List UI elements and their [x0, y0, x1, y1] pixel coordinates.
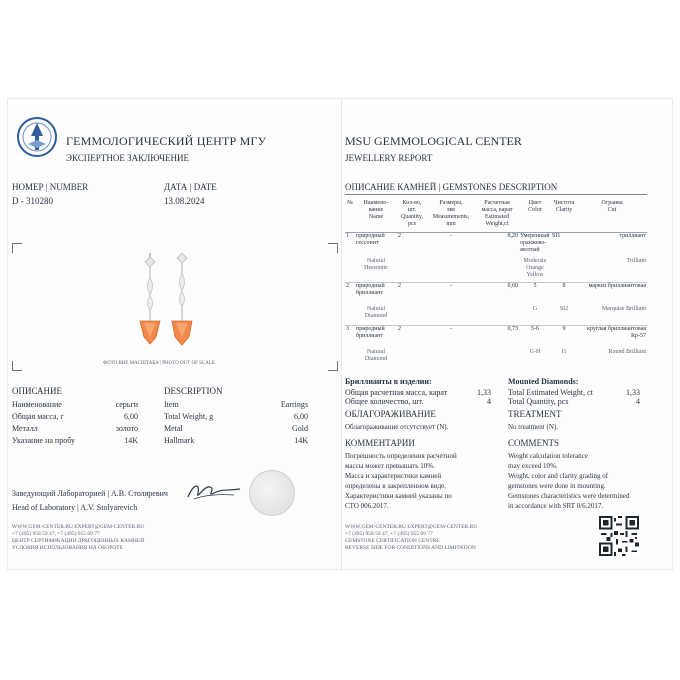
- treatment-text-ru: Облагораживание отсутствует (N).: [345, 423, 449, 431]
- description-en-row: Hallmark 14K: [164, 436, 308, 445]
- description-title-en: DESCRIPTION: [164, 386, 223, 396]
- description-en-row: Item Earrings: [164, 400, 308, 409]
- col-cut: Огранка Cut: [601, 200, 623, 213]
- description-ru-list: [12, 399, 138, 447]
- description-ru-row: Наименование серьги: [12, 400, 138, 409]
- org-name-en: MSU GEMMOLOGICAL CENTER: [345, 134, 522, 148]
- table-row-en: Natural Diamond G-H I1 Round Brilliant: [364, 349, 646, 362]
- diamonds-ru-row: Общее количество, шт. 4: [345, 397, 491, 406]
- treatment-title-ru: ОБЛАГОРАЖИВАНИЕ: [345, 409, 436, 419]
- fold-line: [341, 99, 342, 571]
- earrings-photo: [12, 241, 338, 361]
- col-qty: Кол-во, шт. Quantity, pcs: [400, 200, 424, 227]
- treatment-text-en: No treatment (N).: [508, 423, 558, 431]
- table-row: 3 природный бриллиант 2 - 0,73 5-6 9 круглая бриллиантовая Кр-57: [346, 325, 646, 339]
- certificate-sheet: [7, 98, 673, 570]
- description-ru-row: Указание на пробу 14K: [12, 436, 138, 445]
- comments-title-ru: КОММЕНТАРИИ: [345, 438, 415, 448]
- col-weight: Расчетная масса, карат Estimated Weight,ct: [481, 200, 513, 227]
- comments-title-en: COMMENTS: [508, 438, 560, 448]
- description-ru-row: Общая масса, г 6,00: [12, 412, 138, 421]
- gemstones-title: ОПИСАНИЕ КАМНЕЙ | GEMSTONES DESCRIPTION: [345, 182, 558, 192]
- number-label: НОМЕР | NUMBER: [12, 182, 89, 192]
- col-color: Цвет Color: [528, 200, 542, 213]
- comments-text-ru: Погрешность определения расчетной массы может превышать 10%. Масса и характеристики камней определены в закрепленном виде. Характеристики камней указаны по СТО 006.2017.: [345, 452, 457, 510]
- qr-code: [599, 516, 639, 556]
- diamonds-en-row: Total Estimated Weight, ct 1,33: [508, 388, 640, 397]
- col-name: Наимено- вание Name: [363, 200, 389, 220]
- seal-stamp: [249, 470, 295, 516]
- msu-crest-logo: [16, 116, 58, 158]
- report-title-en: JEWELLERY REPORT: [345, 153, 433, 163]
- date-value: 13.08.2024: [164, 196, 205, 206]
- diamonds-ru-list: [345, 388, 491, 406]
- left-footer: WWW.GEM-CENTER.RU EXPERT@GEM-CENTER.RU +7 (495) 958 59 47, +7 (495) 955 69 77 ЦЕНТР СЕРТИФИКАЦИИ ДРАГОЦЕННЫХ КАМНЕЙ УСЛОВИЯ ИСПОЛЬЗОВАНИЯ НА ОБОРОТЕ: [12, 524, 145, 551]
- org-name-ru: ГЕММОЛОГИЧЕСКИЙ ЦЕНТР МГУ: [66, 134, 267, 148]
- mounted-diamonds-title-ru: Бриллианты в изделии:: [345, 377, 432, 386]
- table-row: 2 природный бриллиант 2 - 0,60 5 8 маркиз бриллиантовая: [346, 282, 646, 296]
- head-of-lab-en: Head of Laboratory | A.V. Stolyarevich: [12, 503, 138, 512]
- comments-text-en: Weight calculation tolerance may exceed 10%. Weight, color and clarity grading of gemstones were done in mounting. Gemstones characteristics were determined in accordance with SRT 0/6.2017.: [508, 452, 630, 510]
- right-footer: WWW.GEM-CENTER.RU EXPERT@GEM-CENTER.RU +7 (495) 958 59 47, +7 (495) 955 69 77 GEMSTONE CERTIFICATION CENTRE REVERSE SIDE FOR CONDITIONS AND LIMITATION: [345, 524, 478, 551]
- table-row-en: Natural Hessonite Moderate Orange Yellow Trilliant: [364, 258, 646, 278]
- diamonds-ru-row: Общая расчетная масса, карат 1,33: [345, 388, 491, 397]
- col-no: №: [347, 200, 353, 206]
- photo-frame-corner: [328, 361, 338, 371]
- description-en-row: Metal Gold: [164, 424, 308, 433]
- col-size: Размеры, мм Measurements, mm: [432, 200, 470, 227]
- report-title-ru: ЭКСПЕРТНОЕ ЗАКЛЮЧЕНИЕ: [66, 153, 189, 163]
- treatment-title-en: TREATMENT: [508, 409, 562, 419]
- photo-frame-corner: [12, 361, 22, 371]
- description-en-row: Total Weight, g 6,00: [164, 412, 308, 421]
- divider: [345, 194, 647, 195]
- gemstones-table: [345, 200, 647, 363]
- diamonds-en-row: Total Quantity, pcs 4: [508, 397, 640, 406]
- table-header-row: [345, 200, 647, 228]
- diamonds-en-list: [508, 388, 640, 406]
- mounted-diamonds-title-en: Mounted Diamonds:: [508, 377, 579, 386]
- description-en-list: [164, 399, 308, 447]
- col-clarity: Чистота Clarity: [553, 200, 575, 213]
- number-value: D - 310280: [12, 196, 53, 206]
- photo-caption: ФОТО ВНЕ МАСШТАБА | PHOTO OUT OF SCALE: [103, 361, 215, 366]
- date-label: ДАТА | DATE: [164, 182, 217, 192]
- description-title-ru: ОПИСАНИЕ: [12, 386, 63, 396]
- signature: [184, 479, 244, 503]
- table-row-en: Natural Diamond G SI2 Marquise Brilliant: [364, 306, 646, 319]
- description-ru-row: Металл золото: [12, 424, 138, 433]
- head-of-lab-ru: Заведующий Лабораторией | А.В. Столяревич: [12, 489, 168, 498]
- table-row: 1 природный гессонит 2 - 8,20 Умеренный оранжево-желтый SI1 триллиант: [346, 232, 646, 253]
